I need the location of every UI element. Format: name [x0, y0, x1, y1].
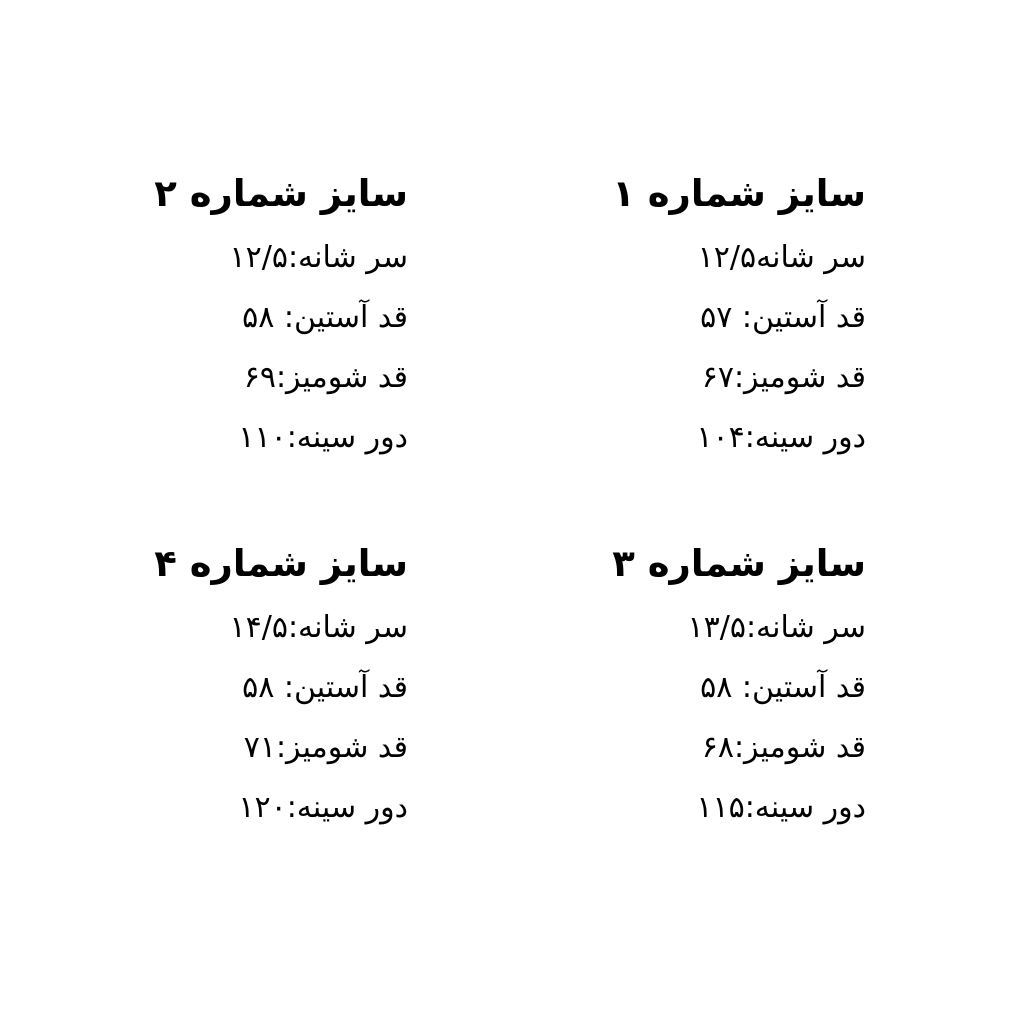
size-title: سایز شماره ۴: [154, 542, 408, 585]
shirt-length-measure: قد شومیز:۶۷: [701, 360, 866, 395]
chest-measure: دور سینه:۱۱۵: [696, 790, 866, 825]
size-card-1: [526, 168, 866, 468]
chest-measure: دور سینه:۱۲۰: [238, 790, 408, 825]
size-title: سایز شماره ۳: [612, 542, 866, 585]
size-card-4: [68, 538, 408, 838]
size-title: سایز شماره ۲: [154, 172, 408, 215]
shoulder-measure: سر شانه:۱۳/۵: [687, 610, 866, 645]
shirt-length-measure: قد شومیز:۶۸: [701, 730, 866, 765]
shirt-length-measure: قد شومیز:۶۹: [243, 360, 408, 395]
shoulder-measure: سر شانه:۱۴/۵: [229, 610, 408, 645]
sleeve-length-measure: قد آستین: ۵۸: [242, 670, 408, 705]
size-title: سایز شماره ۱: [612, 172, 866, 215]
chest-measure: دور سینه:۱۰۴: [696, 420, 866, 455]
shoulder-measure: سر شانه:۱۲/۵: [229, 240, 408, 275]
shoulder-measure: سر شانه۱۲/۵: [697, 240, 866, 275]
sleeve-length-measure: قد آستین: ۵۷: [700, 300, 866, 335]
sleeve-length-measure: قد آستین: ۵۸: [700, 670, 866, 705]
size-card-2: [68, 168, 408, 468]
shirt-length-measure: قد شومیز:۷۱: [243, 730, 408, 765]
sleeve-length-measure: قد آستین: ۵۸: [242, 300, 408, 335]
chest-measure: دور سینه:۱۱۰: [238, 420, 408, 455]
size-card-3: [526, 538, 866, 838]
